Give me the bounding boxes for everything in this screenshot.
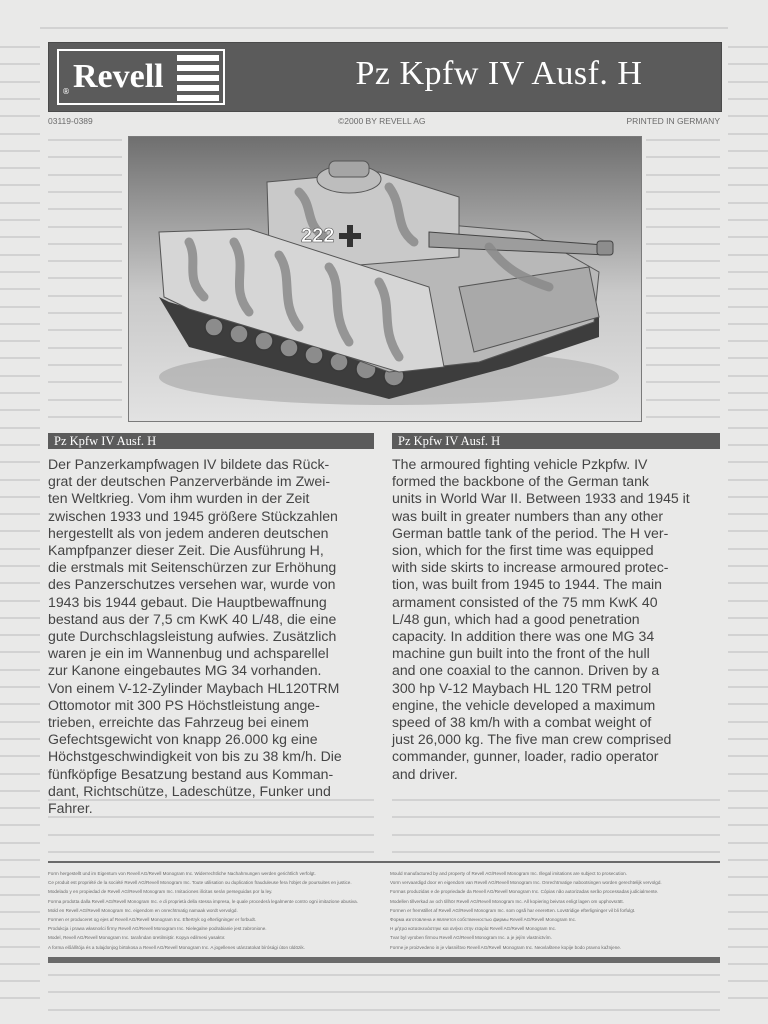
- legal-line: Mold en Revell AG/Revell Monogram Inc. eigendom en onrechtmatig namaak wordt vervolgd.: [48, 907, 238, 913]
- product-code: 03119-0389: [48, 116, 93, 126]
- tank-illustration: [129, 137, 641, 421]
- german-description: Der Panzerkampfwagen IV bildete das Rück- grat der deutschen Panzerverbände im Zwei- ten Weltkrieg. Vom ihm wurden in der Zeit zwischen 1933 und 1945 größere Stückzahlen hergestellt als von jedem anderen deutschen Kampfpanzer dieser Zeit. Die Ausführung H, die erstmals mit Seitenschürzen zur Erhöhung des Panzerschutzes versehen war, wurde von 1943 bis 1944 gebaut. Die Hauptbewaffnung bestand aus der 7,5 cm KwK 40 L/48, die eine gute Durchschlagsleistung aufwies. Zusätzlich waren je ein im Wannenbug und achsparellel zur Kanone eingebautes MG 34 vorhanden. Von einem V-12-Zylinder Maybach HL120TRM Ottomotor mit 300 PS Höchstleistung ange- trieben, erreichte das Fahrzeug bei einem Gefechtsgewicht von knapp 26.000 kg eine Höchstgeschwindigkeit von bis zu 38 km/h. Die fünfköpfige Besatzung bestand aus Komman- dant, Richtschütze, Ladeschütze, Funker und Fahrer.: [48, 456, 342, 817]
- logo-stripes-icon: [177, 55, 219, 99]
- legal-line: Form hergestellt und im Eigentum von Revell AG/Revell Monogram Inc. Widerrechtliche Nachahmungen werden gerichtlich verfolgt.: [48, 871, 316, 876]
- logo-wordmark: Revell: [73, 58, 164, 95]
- legal-line: Produkcja i prawa własności firmy Revell AG/Revell Monogram Inc. Nielegalne podrabianie jest zabronione.: [48, 926, 267, 932]
- legal-line: Tvar byl vyroben firmou Revell AG/Revell Monogram Inc. a je jejím vlastnictvím.: [390, 935, 552, 941]
- page-title: Pz Kpfw IV Ausf. H: [355, 55, 643, 92]
- legal-line: Formas produzidas e de propriedade da Revell AG/Revell Monogram Inc. Cópias não autorizadas serão processadas judicialmente.: [390, 889, 659, 895]
- english-heading: Pz Kpfw IV Ausf. H: [392, 433, 720, 449]
- legal-line: Modelado y en propiedad de Revell AG/Revell Monogram Inc. Imitaciones ilícitas serán perseguidas por la ley.: [48, 889, 273, 895]
- copyright-notice: ©2000 BY REVELL AG: [338, 116, 426, 126]
- legal-notice-left: [48, 869, 376, 951]
- legal-line: Modellen tillverkad av och tillhör Revell AG/Revell Monogram Inc. All kopiering beivras enligt lagen om upphovsrätt.: [390, 898, 624, 904]
- header-band: [48, 42, 722, 112]
- legal-line: Форма изготовлена и является собственностью фирмы Revell AG/Revell Monogram Inc.: [390, 917, 577, 923]
- legal-notice-right: [390, 869, 720, 951]
- legal-line: Formen er produceret og ejes af Revell AG/Revell Monogram Inc. Eftertryk og efterligninger er forbudt.: [48, 917, 257, 923]
- revell-logo: [57, 49, 225, 105]
- legal-line: Forme je proizvedeno in je vlasništvo Revell AG/Revell Monogram Inc. Neovlaštene kopije bodo pravno kažnjene.: [390, 944, 622, 950]
- legal-bottom-band: [48, 957, 720, 963]
- legal-line: Model, Revell AG/Revell Monogram Inc. tarafından üretilmiştir. Kopya edilmesi yasaktır.: [48, 935, 226, 941]
- legal-top-rule: [48, 861, 720, 863]
- turret-number: 222: [301, 225, 335, 247]
- english-description: The armoured fighting vehicle Pzkpfw. IV formed the backbone of the German tank units in World War II. Between 1933 and 1945 it was built in greater numbers than any other German battle tank of the period. The H ver- sion, which for the first time was equipped with side skirts to increase armoured protec- tion, was built from 1945 to 1944. The main armament consisted of the 75 mm KwK 40 L/48 gun, which had a good penetration capacity. In addition there was one MG 34 machine gun built into the front of the hull and one coaxial to the cannon. Driven by a 300 hp V-12 Maybach HL 120 TRM petrol engine, the vehicle developed a maximum speed of 38 km/h with a combat weight of just 26,000 kg. The five man crew comprised commander, gunner, loader, radio operator and driver.: [392, 456, 690, 782]
- registered-mark: ®: [62, 87, 70, 96]
- legal-line: Mould manufactured by and property of Revell AG/Revell Monogram Inc. Illegal imitations are subject to prosecution.: [390, 871, 627, 876]
- legal-line: Η μήτρα κατασκευάστηκε και ανήκει στην εταιρία Revell AG/Revell Monogram Inc.: [390, 926, 557, 932]
- printed-notice: PRINTED IN GERMANY: [626, 116, 720, 126]
- legal-line: Formen er fremstillet af Revell AG/Revell Monogram Inc. som også har eneretten. Lovstridige efterligninger vil bli forfulgt.: [390, 907, 636, 913]
- legal-line: A forma előállítója és a tulajdonjog birtokosa a Revell AG/Revell Monogram Inc. A jogellenes utánzatokat bírósági úton üldözik.: [48, 944, 305, 950]
- legal-line: Vorm vervaardigd door en eigendom van Revell AG/Revell Monogram Inc. Onrechtmatige nabootsingen worden gerechtelijk vervolgd.: [390, 880, 662, 886]
- tank-photo: [128, 136, 642, 422]
- legal-line: Ce produit est propriété de la société Revell AG/Revell Monogram Inc. Toute utilisation ou duplication frauduleuse fera l'objet de poursuites en justice.: [48, 880, 352, 886]
- legal-line: Forma prodotta dalla Revell AG/Revell Monogram Inc. e di proprietà della stessa impresa, le quale procederà legalmente contro ogni imitazione abusiva.: [48, 898, 358, 904]
- german-heading: Pz Kpfw IV Ausf. H: [48, 433, 374, 449]
